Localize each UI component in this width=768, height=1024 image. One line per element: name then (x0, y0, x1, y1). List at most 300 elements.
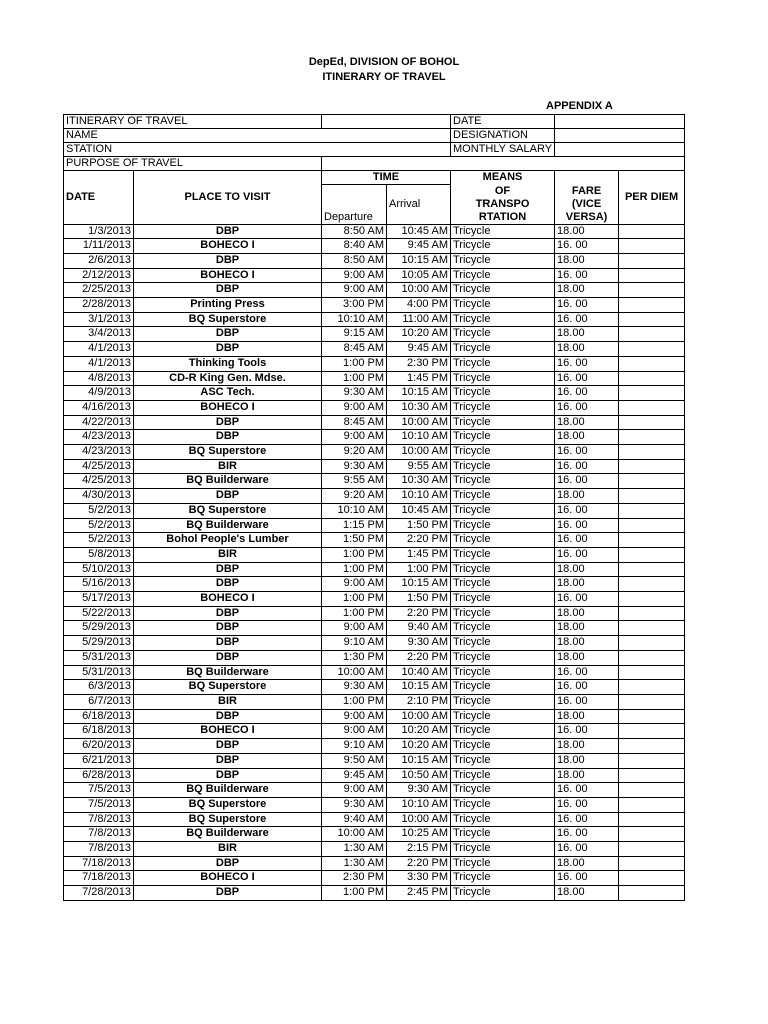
row-per-diem-cell[interactable] (619, 739, 685, 754)
row-per-diem-cell[interactable] (619, 327, 685, 342)
row-arrival-cell: 10:20 AM (387, 327, 451, 342)
row-fare-cell: 16. 00 (555, 547, 619, 562)
row-departure-cell: 8:40 AM (322, 239, 387, 254)
table-row (64, 783, 685, 798)
row-place-cell: DBP (134, 430, 322, 445)
row-per-diem-cell[interactable] (619, 298, 685, 313)
row-per-diem-cell[interactable] (619, 606, 685, 621)
row-departure-cell: 9:00 AM (322, 400, 387, 415)
row-per-diem-cell[interactable] (619, 312, 685, 327)
table-row (64, 547, 685, 562)
designation-value[interactable] (555, 129, 685, 143)
table-row (64, 797, 685, 812)
row-per-diem-cell[interactable] (619, 812, 685, 827)
row-departure-cell: 9:45 AM (322, 768, 387, 783)
row-arrival-cell: 10:15 AM (387, 386, 451, 401)
row-arrival-cell: 1:45 PM (387, 371, 451, 386)
row-date-cell: 7/8/2013 (64, 842, 134, 857)
row-departure-cell: 9:00 AM (322, 577, 387, 592)
row-fare-cell: 18.00 (555, 739, 619, 754)
row-arrival-cell: 10:00 AM (387, 709, 451, 724)
row-date-cell: 4/8/2013 (64, 371, 134, 386)
table-row (64, 871, 685, 886)
row-per-diem-cell[interactable] (619, 562, 685, 577)
row-fare-cell: 16. 00 (555, 592, 619, 607)
row-arrival-cell: 10:45 AM (387, 503, 451, 518)
purpose-value[interactable] (322, 157, 685, 171)
row-means-cell: Tricycle (451, 856, 555, 871)
row-place-cell: BQ Superstore (134, 680, 322, 695)
row-arrival-cell: 10:30 AM (387, 400, 451, 415)
row-means-cell: Tricycle (451, 253, 555, 268)
row-per-diem-cell[interactable] (619, 400, 685, 415)
row-departure-cell: 9:30 AM (322, 459, 387, 474)
row-means-cell: Tricycle (451, 283, 555, 298)
row-means-cell: Tricycle (451, 489, 555, 504)
row-place-cell: BIR (134, 695, 322, 710)
row-means-cell: Tricycle (451, 503, 555, 518)
row-means-cell: Tricycle (451, 606, 555, 621)
date-label: DATE (451, 115, 555, 129)
row-per-diem-cell[interactable] (619, 856, 685, 871)
form-row-station (64, 143, 685, 157)
row-means-cell: Tricycle (451, 577, 555, 592)
row-arrival-cell: 1:45 PM (387, 547, 451, 562)
row-departure-cell: 9:20 AM (322, 489, 387, 504)
table-row (64, 283, 685, 298)
row-means-cell: Tricycle (451, 621, 555, 636)
row-date-cell: 3/1/2013 (64, 312, 134, 327)
row-per-diem-cell[interactable] (619, 665, 685, 680)
column-header-fare-1: FARE (555, 185, 619, 198)
row-arrival-cell: 9:30 AM (387, 636, 451, 651)
row-per-diem-cell[interactable] (619, 753, 685, 768)
row-means-cell: Tricycle (451, 724, 555, 739)
row-date-cell: 4/1/2013 (64, 356, 134, 371)
row-fare-cell: 16. 00 (555, 459, 619, 474)
column-header-perdiem-spacer (619, 171, 685, 185)
table-row (64, 812, 685, 827)
row-place-cell: BOHECO I (134, 592, 322, 607)
row-date-cell: 4/25/2013 (64, 474, 134, 489)
appendix-label: APPENDIX A (546, 100, 613, 112)
row-arrival-cell: 2:10 PM (387, 695, 451, 710)
table-row (64, 886, 685, 901)
row-date-cell: 5/10/2013 (64, 562, 134, 577)
table-row (64, 445, 685, 460)
row-fare-cell: 18.00 (555, 768, 619, 783)
row-fare-cell: 16. 00 (555, 298, 619, 313)
row-place-cell: BQ Superstore (134, 812, 322, 827)
row-means-cell: Tricycle (451, 518, 555, 533)
row-per-diem-cell[interactable] (619, 445, 685, 460)
row-fare-cell: 16. 00 (555, 812, 619, 827)
row-date-cell: 6/7/2013 (64, 695, 134, 710)
row-departure-cell: 9:00 AM (322, 709, 387, 724)
row-arrival-cell: 10:05 AM (387, 268, 451, 283)
row-place-cell: DBP (134, 650, 322, 665)
row-place-cell: BQ Builderware (134, 474, 322, 489)
row-place-cell: DBP (134, 856, 322, 871)
row-means-cell: Tricycle (451, 768, 555, 783)
row-departure-cell: 1:00 PM (322, 562, 387, 577)
row-per-diem-cell[interactable] (619, 533, 685, 548)
row-fare-cell: 16. 00 (555, 665, 619, 680)
row-place-cell: BOHECO I (134, 724, 322, 739)
row-place-cell: DBP (134, 562, 322, 577)
row-means-cell: Tricycle (451, 445, 555, 460)
row-date-cell: 6/28/2013 (64, 768, 134, 783)
row-date-cell: 7/5/2013 (64, 783, 134, 798)
row-departure-cell: 1:00 PM (322, 356, 387, 371)
row-date-cell: 6/21/2013 (64, 753, 134, 768)
row-arrival-cell: 10:15 AM (387, 753, 451, 768)
row-place-cell: DBP (134, 886, 322, 901)
row-date-cell: 5/2/2013 (64, 503, 134, 518)
row-date-cell: 6/18/2013 (64, 724, 134, 739)
row-means-cell: Tricycle (451, 739, 555, 754)
row-date-cell: 6/18/2013 (64, 709, 134, 724)
row-fare-cell: 18.00 (555, 489, 619, 504)
row-per-diem-cell[interactable] (619, 577, 685, 592)
row-place-cell: DBP (134, 489, 322, 504)
table-row (64, 533, 685, 548)
row-place-cell: Bohol People's Lumber (134, 533, 322, 548)
row-departure-cell: 9:30 AM (322, 680, 387, 695)
row-per-diem-cell[interactable] (619, 592, 685, 607)
row-departure-cell: 2:30 PM (322, 871, 387, 886)
column-header-means-4: RTATION (451, 211, 555, 225)
row-departure-cell: 10:10 AM (322, 503, 387, 518)
row-per-diem-cell[interactable] (619, 724, 685, 739)
row-place-cell: DBP (134, 342, 322, 357)
row-per-diem-cell[interactable] (619, 474, 685, 489)
row-fare-cell: 18.00 (555, 709, 619, 724)
column-header-fare-2: (VICE (555, 198, 619, 211)
row-date-cell: 4/9/2013 (64, 386, 134, 401)
row-per-diem-cell[interactable] (619, 650, 685, 665)
row-date-cell: 6/3/2013 (64, 680, 134, 695)
row-fare-cell: 16. 00 (555, 680, 619, 695)
row-per-diem-cell[interactable] (619, 871, 685, 886)
table-row (64, 650, 685, 665)
table-row (64, 474, 685, 489)
row-fare-cell: 18.00 (555, 342, 619, 357)
row-per-diem-cell[interactable] (619, 680, 685, 695)
row-place-cell: Thinking Tools (134, 356, 322, 371)
row-place-cell: BQ Superstore (134, 797, 322, 812)
row-arrival-cell: 9:45 AM (387, 342, 451, 357)
row-means-cell: Tricycle (451, 356, 555, 371)
purpose-label: PURPOSE OF TRAVEL (64, 157, 322, 171)
row-means-cell: Tricycle (451, 298, 555, 313)
row-arrival-cell: 1:50 PM (387, 592, 451, 607)
row-place-cell: ASC Tech. (134, 386, 322, 401)
row-place-cell: BQ Builderware (134, 665, 322, 680)
table-row (64, 709, 685, 724)
row-place-cell: DBP (134, 224, 322, 239)
row-fare-cell: 18.00 (555, 856, 619, 871)
row-means-cell: Tricycle (451, 533, 555, 548)
row-means-cell: Tricycle (451, 224, 555, 239)
row-per-diem-cell[interactable] (619, 239, 685, 254)
document-title: ITINERARY OF TRAVEL (322, 71, 446, 83)
row-date-cell: 7/8/2013 (64, 827, 134, 842)
row-arrival-cell: 10:15 AM (387, 577, 451, 592)
row-fare-cell: 18.00 (555, 283, 619, 298)
row-arrival-cell: 2:20 PM (387, 606, 451, 621)
row-place-cell: DBP (134, 577, 322, 592)
row-arrival-cell: 10:40 AM (387, 665, 451, 680)
row-arrival-cell: 2:20 PM (387, 856, 451, 871)
row-means-cell: Tricycle (451, 650, 555, 665)
row-arrival-cell: 10:00 AM (387, 812, 451, 827)
row-means-cell: Tricycle (451, 886, 555, 901)
table-row (64, 606, 685, 621)
row-departure-cell: 10:00 AM (322, 827, 387, 842)
row-date-cell: 4/23/2013 (64, 445, 134, 460)
row-arrival-cell: 10:50 AM (387, 768, 451, 783)
row-place-cell: DBP (134, 753, 322, 768)
row-per-diem-cell[interactable] (619, 386, 685, 401)
column-header-fare-3: VERSA) (555, 211, 619, 225)
row-date-cell: 5/2/2013 (64, 533, 134, 548)
row-date-cell: 4/22/2013 (64, 415, 134, 430)
table-row (64, 342, 685, 357)
row-per-diem-cell[interactable] (619, 621, 685, 636)
row-means-cell: Tricycle (451, 342, 555, 357)
row-arrival-cell: 10:15 AM (387, 253, 451, 268)
column-header-arrival: Arrival (387, 185, 451, 225)
row-means-cell: Tricycle (451, 842, 555, 857)
table-row (64, 489, 685, 504)
itinerary-table (63, 114, 685, 901)
row-date-cell: 6/20/2013 (64, 739, 134, 754)
row-fare-cell: 16. 00 (555, 312, 619, 327)
row-date-cell: 5/22/2013 (64, 606, 134, 621)
table-row (64, 842, 685, 857)
row-departure-cell: 3:00 PM (322, 298, 387, 313)
row-per-diem-cell[interactable] (619, 342, 685, 357)
row-per-diem-cell[interactable] (619, 415, 685, 430)
row-place-cell: DBP (134, 768, 322, 783)
row-per-diem-cell[interactable] (619, 783, 685, 798)
salary-label: MONTHLY SALARY (451, 143, 555, 157)
row-fare-cell: 16. 00 (555, 533, 619, 548)
row-date-cell: 7/18/2013 (64, 856, 134, 871)
row-departure-cell: 8:50 AM (322, 253, 387, 268)
table-row (64, 298, 685, 313)
row-means-cell: Tricycle (451, 430, 555, 445)
column-header-place: PLACE TO VISIT (134, 171, 322, 225)
row-place-cell: DBP (134, 739, 322, 754)
row-per-diem-cell[interactable] (619, 695, 685, 710)
row-per-diem-cell[interactable] (619, 253, 685, 268)
row-means-cell: Tricycle (451, 636, 555, 651)
row-arrival-cell: 4:00 PM (387, 298, 451, 313)
row-place-cell: BQ Superstore (134, 503, 322, 518)
row-per-diem-cell[interactable] (619, 371, 685, 386)
row-means-cell: Tricycle (451, 239, 555, 254)
row-departure-cell: 1:00 PM (322, 547, 387, 562)
itinerary-label: ITINERARY OF TRAVEL (64, 115, 322, 129)
row-place-cell: BOHECO I (134, 871, 322, 886)
row-place-cell: BIR (134, 547, 322, 562)
row-date-cell: 5/29/2013 (64, 636, 134, 651)
row-means-cell: Tricycle (451, 327, 555, 342)
table-row (64, 695, 685, 710)
row-arrival-cell: 10:20 AM (387, 739, 451, 754)
row-departure-cell: 8:45 AM (322, 415, 387, 430)
row-departure-cell: 8:45 AM (322, 342, 387, 357)
row-means-cell: Tricycle (451, 665, 555, 680)
table-row (64, 503, 685, 518)
row-arrival-cell: 1:00 PM (387, 562, 451, 577)
row-date-cell: 5/8/2013 (64, 547, 134, 562)
row-place-cell: BOHECO I (134, 268, 322, 283)
row-arrival-cell: 2:20 PM (387, 533, 451, 548)
row-arrival-cell: 10:30 AM (387, 474, 451, 489)
table-row (64, 562, 685, 577)
row-date-cell: 3/4/2013 (64, 327, 134, 342)
row-per-diem-cell[interactable] (619, 224, 685, 239)
row-means-cell: Tricycle (451, 783, 555, 798)
row-per-diem-cell[interactable] (619, 430, 685, 445)
row-per-diem-cell[interactable] (619, 709, 685, 724)
column-header-perdiem-bottom (619, 211, 685, 225)
name-label: NAME (64, 129, 451, 143)
row-departure-cell: 1:15 PM (322, 518, 387, 533)
table-row (64, 415, 685, 430)
row-departure-cell: 1:00 PM (322, 592, 387, 607)
row-per-diem-cell[interactable] (619, 842, 685, 857)
row-departure-cell: 9:10 AM (322, 636, 387, 651)
row-fare-cell: 18.00 (555, 753, 619, 768)
date-value[interactable] (555, 115, 685, 129)
row-fare-cell: 18.00 (555, 886, 619, 901)
form-row-purpose (64, 157, 685, 171)
row-fare-cell: 16. 00 (555, 518, 619, 533)
row-departure-cell: 9:00 AM (322, 783, 387, 798)
row-date-cell: 4/25/2013 (64, 459, 134, 474)
row-fare-cell: 18.00 (555, 621, 619, 636)
row-per-diem-cell[interactable] (619, 886, 685, 901)
row-place-cell: BQ Superstore (134, 312, 322, 327)
column-header-time: TIME (322, 171, 451, 185)
row-departure-cell: 1:00 PM (322, 606, 387, 621)
table-row (64, 621, 685, 636)
row-per-diem-cell[interactable] (619, 356, 685, 371)
column-header-means-2: OF (451, 185, 555, 198)
row-means-cell: Tricycle (451, 871, 555, 886)
table-row (64, 253, 685, 268)
row-fare-cell: 18.00 (555, 577, 619, 592)
table-row (64, 356, 685, 371)
row-departure-cell: 1:50 PM (322, 533, 387, 548)
row-place-cell: DBP (134, 327, 322, 342)
row-per-diem-cell[interactable] (619, 283, 685, 298)
row-fare-cell: 16. 00 (555, 827, 619, 842)
row-place-cell: BQ Superstore (134, 445, 322, 460)
row-departure-cell: 9:00 AM (322, 724, 387, 739)
row-fare-cell: 16. 00 (555, 724, 619, 739)
row-per-diem-cell[interactable] (619, 768, 685, 783)
row-departure-cell: 9:15 AM (322, 327, 387, 342)
row-means-cell: Tricycle (451, 797, 555, 812)
row-arrival-cell: 10:10 AM (387, 797, 451, 812)
row-fare-cell: 18.00 (555, 415, 619, 430)
table-row (64, 371, 685, 386)
row-per-diem-cell[interactable] (619, 636, 685, 651)
row-fare-cell: 18.00 (555, 224, 619, 239)
table-row (64, 592, 685, 607)
row-fare-cell: 16. 00 (555, 400, 619, 415)
row-means-cell: Tricycle (451, 592, 555, 607)
row-departure-cell: 10:00 AM (322, 665, 387, 680)
row-per-diem-cell[interactable] (619, 797, 685, 812)
salary-value[interactable] (555, 143, 685, 157)
row-per-diem-cell[interactable] (619, 268, 685, 283)
row-place-cell: CD-R King Gen. Mdse. (134, 371, 322, 386)
row-departure-cell: 10:10 AM (322, 312, 387, 327)
row-arrival-cell: 10:00 AM (387, 445, 451, 460)
row-per-diem-cell[interactable] (619, 503, 685, 518)
column-header-means-3: TRANSPO (451, 198, 555, 211)
row-date-cell: 7/5/2013 (64, 797, 134, 812)
row-fare-cell: 18.00 (555, 636, 619, 651)
table-row (64, 577, 685, 592)
table-row (64, 665, 685, 680)
row-departure-cell: 9:30 AM (322, 386, 387, 401)
row-means-cell: Tricycle (451, 709, 555, 724)
column-header-row-1 (64, 171, 685, 185)
row-arrival-cell: 10:10 AM (387, 489, 451, 504)
table-row (64, 386, 685, 401)
row-per-diem-cell[interactable] (619, 547, 685, 562)
table-row (64, 753, 685, 768)
table-row (64, 827, 685, 842)
row-per-diem-cell[interactable] (619, 827, 685, 842)
row-place-cell: BOHECO I (134, 400, 322, 415)
row-per-diem-cell[interactable] (619, 489, 685, 504)
row-arrival-cell: 10:10 AM (387, 430, 451, 445)
row-fare-cell: 18.00 (555, 253, 619, 268)
row-per-diem-cell[interactable] (619, 518, 685, 533)
table-row (64, 239, 685, 254)
row-means-cell: Tricycle (451, 371, 555, 386)
row-place-cell: BIR (134, 842, 322, 857)
row-arrival-cell: 2:45 PM (387, 886, 451, 901)
row-date-cell: 5/2/2013 (64, 518, 134, 533)
row-date-cell: 1/3/2013 (64, 224, 134, 239)
row-departure-cell: 9:55 AM (322, 474, 387, 489)
row-arrival-cell: 9:40 AM (387, 621, 451, 636)
row-fare-cell: 16. 00 (555, 695, 619, 710)
row-date-cell: 2/28/2013 (64, 298, 134, 313)
column-header-per-diem: PER DIEM (619, 185, 685, 211)
row-place-cell: DBP (134, 283, 322, 298)
row-per-diem-cell[interactable] (619, 459, 685, 474)
row-means-cell: Tricycle (451, 695, 555, 710)
row-fare-cell: 18.00 (555, 327, 619, 342)
row-fare-cell: 16. 00 (555, 503, 619, 518)
row-departure-cell: 1:00 PM (322, 886, 387, 901)
row-means-cell: Tricycle (451, 474, 555, 489)
row-means-cell: Tricycle (451, 562, 555, 577)
row-arrival-cell: 10:00 AM (387, 415, 451, 430)
itinerary-value[interactable] (322, 115, 451, 129)
row-departure-cell: 8:50 AM (322, 224, 387, 239)
